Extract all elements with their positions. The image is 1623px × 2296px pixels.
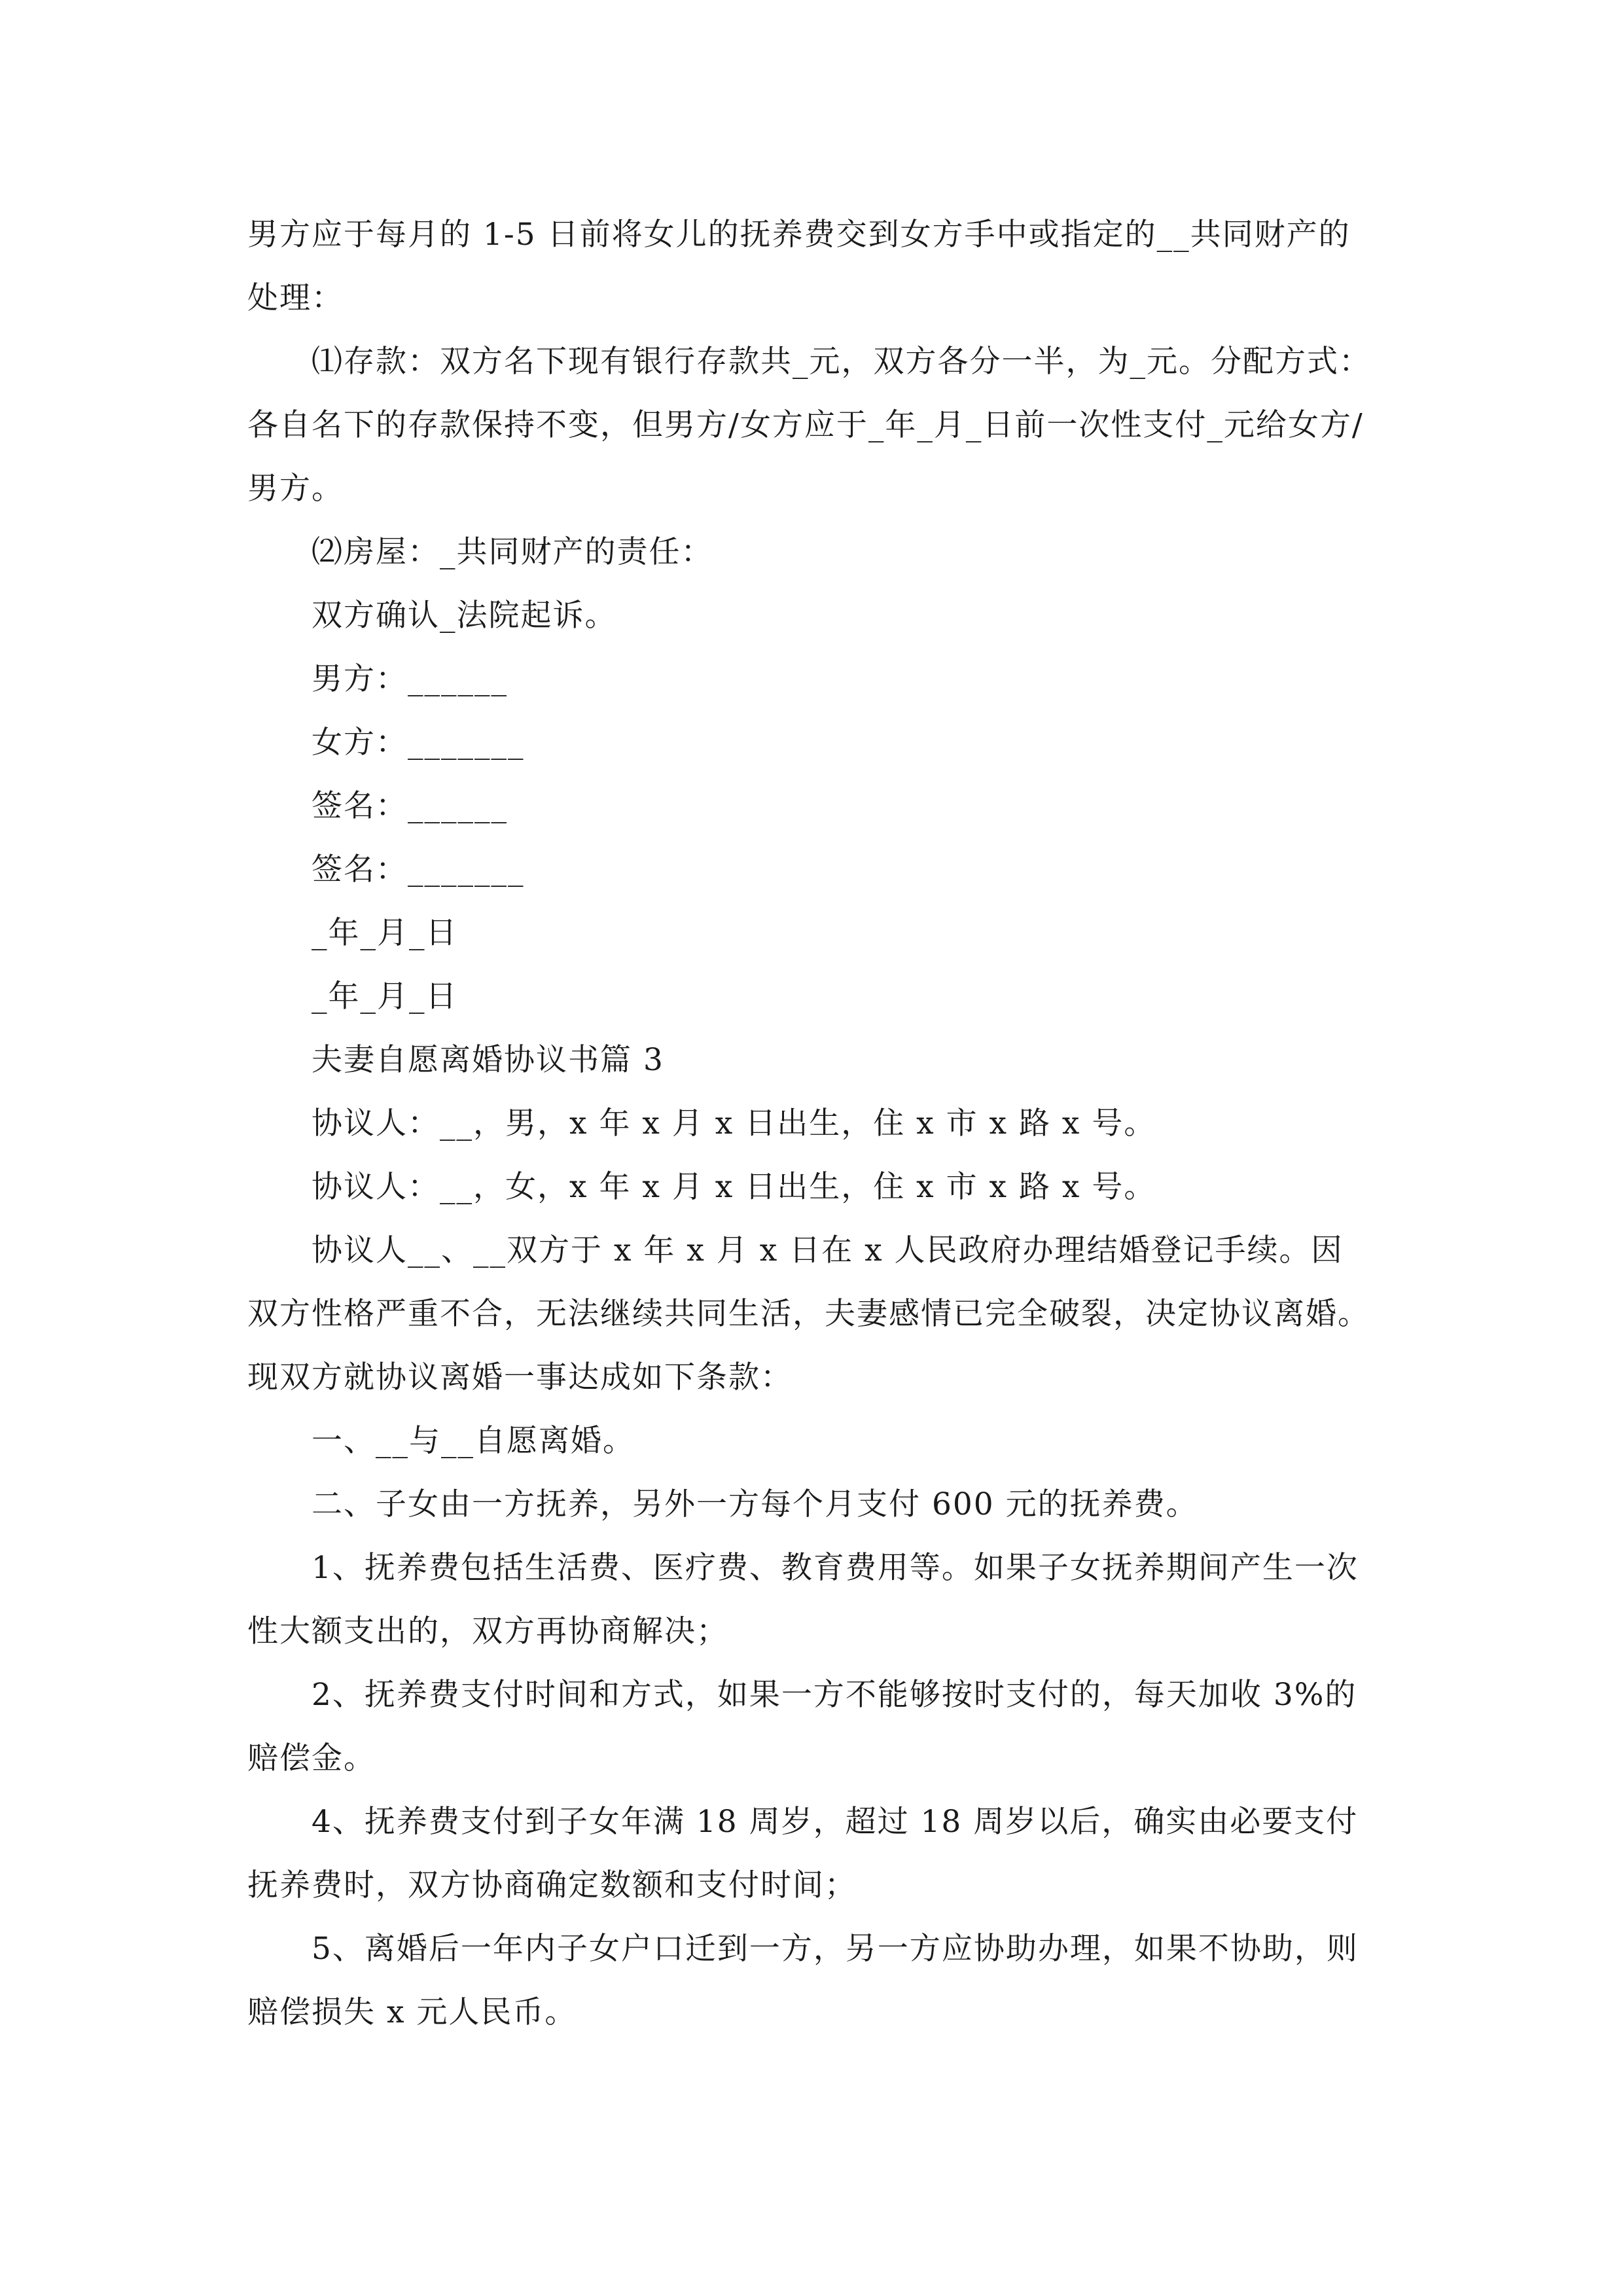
signature-line-sign-2: 签名：_______ — [312, 852, 525, 888]
subclause-5-household-registration: 5、离婚后一年内子女户口迁到一方，另一方应协助办理，如果不协助，则赔偿损失 x 元人民币。 — [247, 1931, 1359, 2030]
signature-line-sign-1: 签名：______ — [312, 788, 508, 824]
paragraph-house: ⑵房屋：_共同财产的责任： — [312, 534, 713, 570]
clause-1-divorce: 一、__与__自愿离婚。 — [312, 1423, 635, 1459]
paragraph-savings: ⑴存款：双方名下现有银行存款共_元，双方各分一半，为_元。分配方式：各自名下的存款保持不变，但男方/女方应于_年_月_日前一次性支付_元给女方/男方。 — [247, 344, 1371, 507]
subclause-1-support-scope: 1、抚养费包括生活费、医疗费、教育费用等。如果子女抚养期间产生一次性大额支出的，双方再协商解决； — [247, 1550, 1359, 1649]
section-title-agreement-3: 夫妻自愿离婚协议书篇 3 — [312, 1042, 664, 1078]
party-male: 协议人：__，男，x 年 x 月 x 日出生，住 x 市 x 路 x 号。 — [312, 1105, 1156, 1141]
date-line-1: _年_月_日 — [312, 915, 458, 951]
paragraph-child-support-payment: 男方应于每月的 1-5 日前将女儿的抚养费交到女方手中或指定的__共同财产的处理： — [247, 217, 1351, 316]
paragraph-court-confirmation: 双方确认_法院起诉。 — [312, 598, 617, 634]
document-body — [247, 203, 1374, 2044]
date-line-2: _年_月_日 — [312, 978, 458, 1014]
agreement-preamble: 协议人__、__双方于 x 年 x 月 x 日在 x 人民政府办理结婚登记手续。因双方性格严重不合，无法继续共同生活，夫妻感情已完全破裂，决定协议离婚。现双方就协议离婚一事达成如下条款： — [247, 1232, 1370, 1395]
signature-line-man: 男方：______ — [312, 661, 508, 697]
subclause-4-support-duration: 4、抚养费支付到子女年满 18 周岁，超过 18 周岁以后，确实由必要支付抚养费时，双方协商确定数额和支付时间； — [247, 1804, 1359, 1903]
clause-2-child-custody: 二、子女由一方抚养，另外一方每个月支付 600 元的抚养费。 — [312, 1486, 1198, 1522]
party-female: 协议人：__，女，x 年 x 月 x 日出生，住 x 市 x 路 x 号。 — [312, 1169, 1156, 1205]
signature-line-woman: 女方：_______ — [312, 725, 525, 761]
subclause-2-payment-terms: 2、抚养费支付时间和方式，如果一方不能够按时支付的，每天加收 3%的赔偿金。 — [247, 1677, 1357, 1776]
